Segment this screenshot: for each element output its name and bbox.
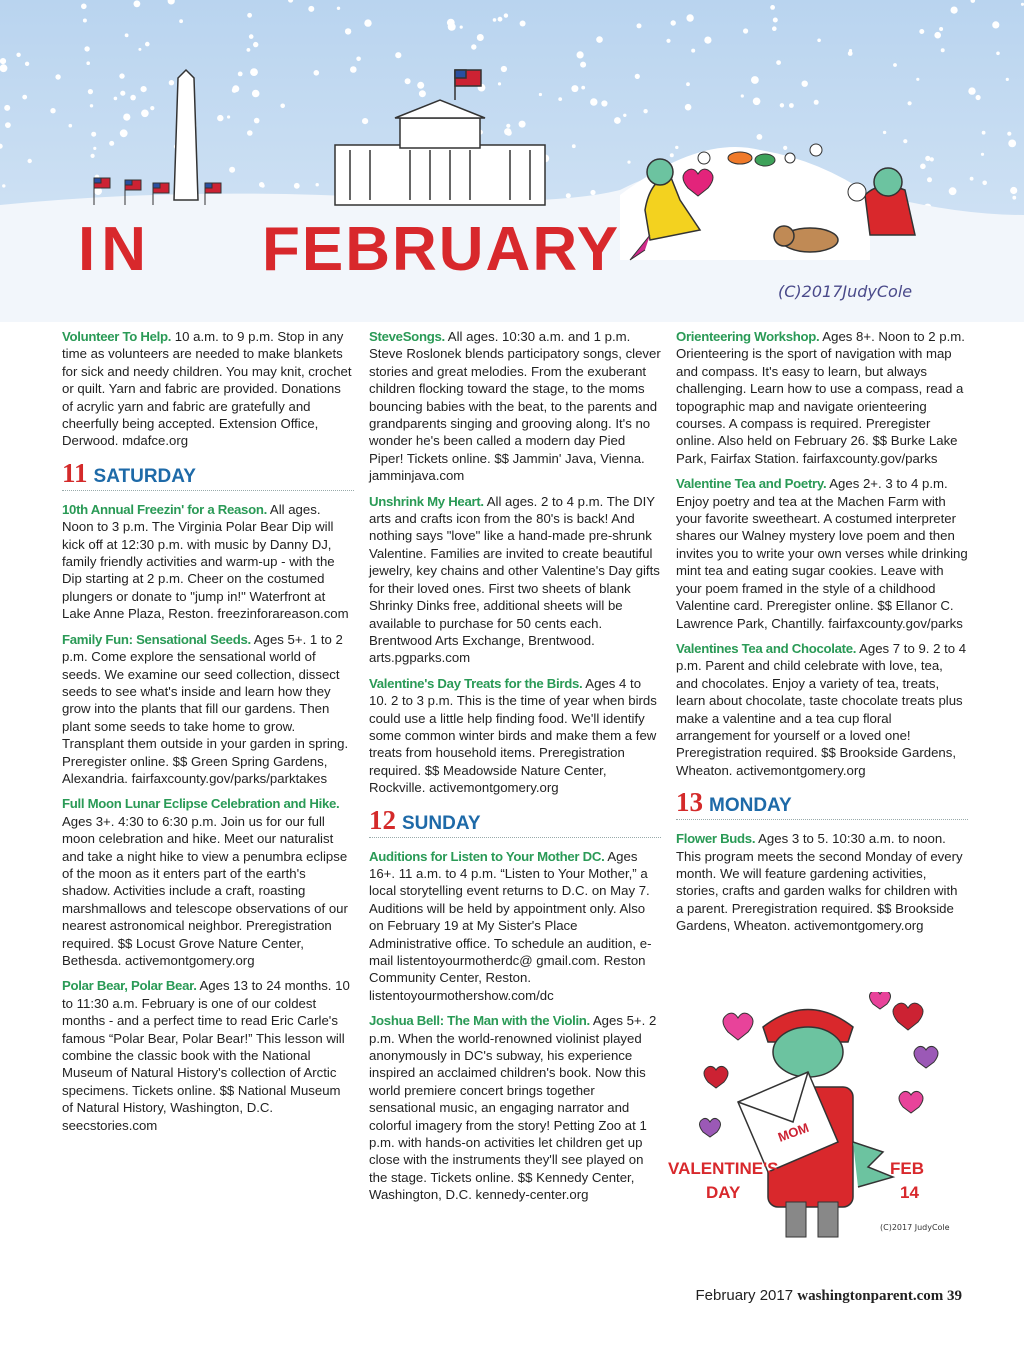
event-body: Ages 3+. 4:30 to 6:30 p.m. Join us for our full moon celebration and hike. Meet our naturalist and take a night hike to view a penumbra eclipse of the moon as it enters part of the earth's shadow. Activities include a craft, roasting marshmallows and telescope observations of our nearest astronomical neighbor. Preregistration required. $$ Locust Grove Nature Center, Bethesda. activemontgomery.org [62,813,348,968]
event-entry [62,977,354,1134]
event-entry [369,493,661,667]
day-heading-13 [676,789,968,820]
event-entry [676,640,968,779]
winter-banner-illustration [0,0,1024,322]
event-title: SteveSongs. [369,329,445,344]
event-body: 10 a.m. to 9 p.m. Stop in any time as volunteers are needed to make blankets for sick and needy children. You may knit, crochet or quilt. Yarn and fabric are provided. Donations of acrylic yarn and fabric are gratefully and cheerfully being accepted. Extension Office, Derwood. mdafce.org [62,329,352,449]
event-entry [676,475,968,632]
event-body: Ages 5+. 1 to 2 p.m. Come explore the sensational world of seeds. We examine our seed collection, dissect seeds to see what's inside and learn how they grow into the plants that fill our gardens. Then plant some seeds to take home to grow. Transplant them outside in your garden in spring. Preregister online. $$ Green Spring Gardens, Alexandria. fairfaxcounty.gov/parks/parktakes [62,631,349,786]
event-title: Valentine's Day Treats for the Birds. [369,675,583,691]
event-body: Ages 2+. 3 to 4 p.m. Enjoy poetry and tea at the Machen Farm with your favorite sweetheart. A costumed interpreter shares our Walney mystery love poem and then invites you to write your own verses while drinking mint tea and eating sugar cookies. Leave with your poem framed in the style of a childhood Valentine card. Preregister online. $$ Ellanor C. Lawrence Park, Chantilly. fairfaxcounty.gov/parks [676,476,968,631]
footer-month: February 2017 [695,1287,798,1304]
title-word-in: IN [78,215,152,284]
event-title: Valentines Tea and Chocolate. [676,640,857,656]
event-body: Ages 3 to 5. 10:30 a.m. to noon. This program meets the second Monday of every month. We will feature gardening activities, stories, crafts and garden walks for children with a parent. Preregistration required. $$ Brookside Gardens, Wheaton. activemontgomery.org [676,831,963,934]
event-entry [676,328,968,467]
event-title: 10th Annual Freezin' for a Reason. [62,501,267,517]
day-heading-11 [62,457,354,491]
envelope-text: MOM [775,1119,811,1145]
event-entry [369,1012,661,1203]
event-title: Unshrink My Heart. [369,493,484,509]
washington-monument-icon [174,70,198,200]
event-title: Full Moon Lunar Eclipse Celebration and Hike. [62,796,340,812]
event-body: Ages 5+. 2 p.m. When the world-renowned violinist played anonymously in DC's subway, his experience inspired an acclaimed children's book. Now this world premiere concert brings together sensational music, an engaging narrator and colorful imagery from the story! Petting Zoo at 1 p.m. with hands-on activities let children get up close with the instruments they'll see played on the stage. Tickets online. $$ Kennedy Center, Washington, D.C. kennedy-center.org [369,1013,657,1203]
event-entry [369,328,661,485]
footer-site: washingtonparent.com [797,1288,944,1304]
event-title: Polar Bear, Polar Bear. [62,978,197,994]
valentine-dinosaur-illustration [668,992,968,1246]
day-heading-12 [369,804,661,838]
event-body: All ages. 2 to 4 p.m. The DIY arts and crafts icon from the 80's is back! And nothing says "love" like a hand-made pre-shrunk Valentine. Families are invited to create beautiful jewelry, key chains and other Valentine's Day gifts for their loved ones. First two sheets of blank Shrinky Dinks free, additional sheets will be available to purchase for 50 cents each. Brentwood Arts Exchange, Brentwood. arts.pgparks.com [369,493,660,666]
footer-page-number: 39 [943,1288,962,1304]
event-title: Volunteer To Help. [62,329,172,344]
column-2 [369,328,661,1212]
day-name: SUNDAY [402,812,481,834]
event-entry [62,631,354,788]
caption-valentines: VALENTINE'S [668,1159,779,1178]
day-name: MONDAY [709,795,792,817]
event-title: Valentine Tea and Poetry. [676,476,827,492]
caption-day: DAY [706,1183,741,1202]
event-body: Ages 8+. Noon to 2 p.m. Orienteering is the sport of navigation with map and compass. It's easy to learn, but always challenging. Learn how to use a compass, read a topographic map and navigate orienteering courses. A compass is required. Preregister online. Also held on February 26. $$ Burke Lake Park, Fairfax Station. fairfaxcounty.gov/parks [676,329,965,466]
event-title: Flower Buds. [676,831,756,847]
event-body: Ages 16+. 11 a.m. to 4 p.m. “Listen to Your Mother,” a local storytelling event returns to D.C. on May 7. Auditions will be held by appointment only. Also on February 19 at My Sister's Place Administrative office. To schedule an audition, e-mail listentoyourmotherdc@ gmail.com. Reston Community Center, Reston. listentoyourmothershow.com/dc [369,848,652,1003]
column-3 [676,328,968,943]
caption-14: 14 [900,1183,919,1202]
title-word-february: FEBRUARY [262,215,621,284]
event-body: Ages 13 to 24 months. 10 to 11:30 a.m. February is one of our coldest months - and a perfect time to read Eric Carle's famous “Polar Bear, Polar Bear!” This lesson will combine the classic book with the National Museum of Natural History's collection of Arctic specimens. Tickets online. $$ National Museum of Natural History, Washington, D.C. seecstories.com [62,978,350,1133]
page-footer [696,1287,962,1305]
event-title: Auditions for Listen to Your Mother DC. [369,848,605,864]
day-number: 12 [369,804,396,835]
event-entry [369,675,661,797]
day-number: 11 [62,457,88,488]
column-1 [62,328,354,1142]
illustration-credit: (C)2017 JudyCole [880,1223,950,1232]
event-entry [62,328,354,450]
event-entry [676,830,968,934]
banner-credit: (C)2017JudyCole [778,282,913,301]
event-body: All ages. Noon to 3 p.m. The Virginia Polar Bear Dip will kick off at 12:30 p.m. with music by Danny DJ, family friendly activities and warm-up - with the Dip starting at 2 p.m. Cheer on the costumed plungers or donate to "jump in!" Waterfront at Lake Anne Plaza, Reston. freezinforareason.com [62,501,349,622]
event-title: Family Fun: Sensational Seeds. [62,631,251,647]
day-number: 13 [676,787,703,818]
event-title: Orienteering Workshop. [676,329,820,344]
event-body: All ages. 10:30 a.m. and 1 p.m. Steve Roslonek blends participatory songs, clever stories and great melodies. From the exuberant children flocking toward the stage, to the moms bouncing babies with the beat, to the parents and grandparents singing and grooving along. It's no wonder he's been called a modern day Pied Piper! Tickets online. $$ Jammin' Java, Vienna. jamminjava.com [369,329,661,484]
event-entry [62,795,354,969]
caption-feb: FEB [890,1159,924,1178]
event-entry [369,848,661,1005]
event-title: Joshua Bell: The Man with the Violin. [369,1013,590,1029]
event-body: Ages 7 to 9. 2 to 4 p.m. Parent and child celebrate with love, tea, and chocolates. Enjoy a variety of tea, treats, learn about chocolate, taste chocolate treats plus make a valentine and a tea cup floral arrangement for yourself or a loved one! Preregistration required. $$ Brookside Gardens, Wheaton. activemontgomery.org [676,640,967,778]
event-body: Ages 4 to 10. 2 to 3 p.m. This is the time of year when birds could use a little help finding food. We'll identify some common winter birds and make them a few treats from household items. Preregistration required. $$ Meadowside Nature Center, Rockville. activemontgomery.org [369,675,657,796]
event-entry [62,501,354,623]
day-name: SATURDAY [93,465,196,487]
